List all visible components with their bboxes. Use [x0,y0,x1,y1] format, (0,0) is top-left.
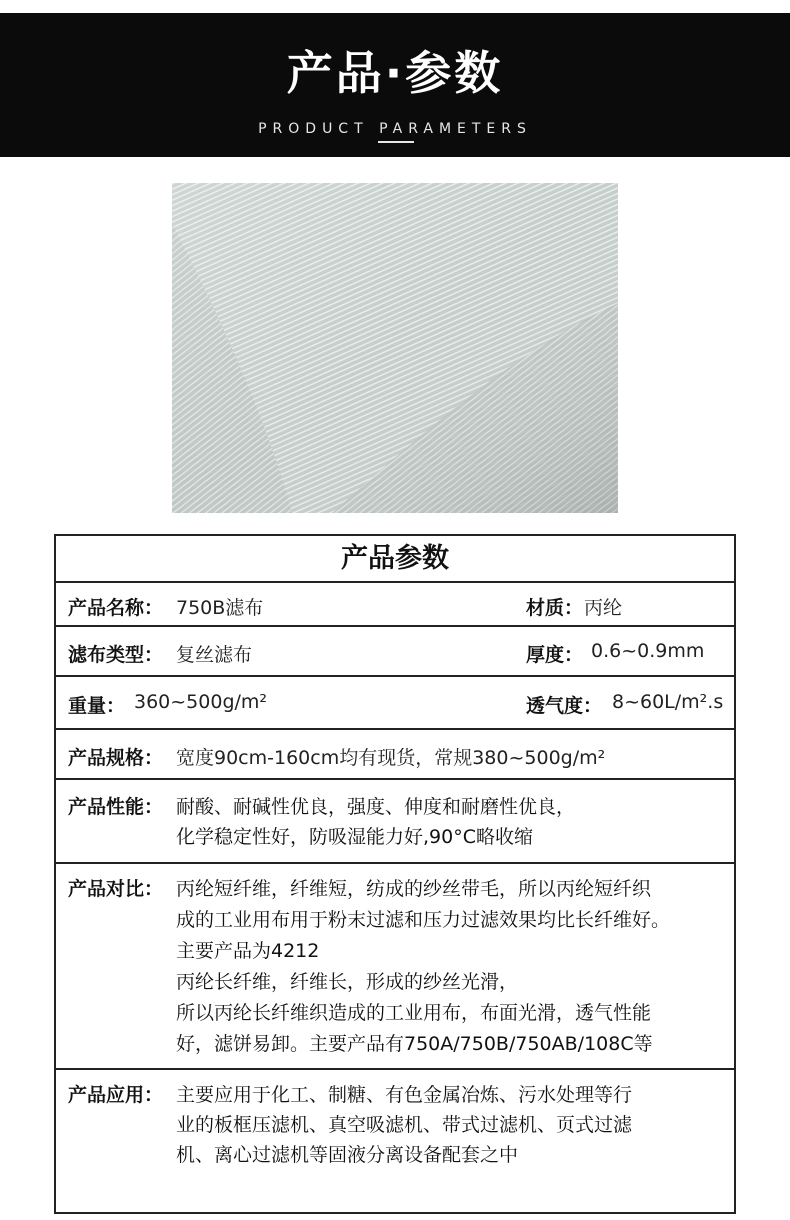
title-underline [378,141,414,143]
performance-line: 化学稳定性好，防吸湿能力好,90°C略收缩 [176,826,533,848]
table-row [56,627,734,677]
application-line: 机、离心过滤机等固液分离设备配套之中 [176,1144,519,1166]
header-banner [0,13,790,157]
material-value: 丙纶 [584,597,623,619]
table-header: 产品参数 [56,536,734,583]
comparison-line: 丙纶短纤维，纤维短，纺成的纱丝带毛，所以丙纶短纤织 [176,878,652,900]
weight-label: 重量： [68,695,126,717]
permeability-label: 透气度： [526,695,603,717]
comparison-label: 产品对比： [68,878,164,900]
page-subtitle: PRODUCT PARAMETERS [258,121,532,137]
name-label: 产品名称： [68,597,164,619]
application-line: 主要应用于化工、制糖、有色金属冶炼、污水处理等行 [176,1084,633,1106]
comparison-line: 好，滤饼易卸。主要产品有750A/750B/750AB/108C等 [176,1033,653,1055]
table-row-application [56,1070,734,1214]
spec-label: 产品规格： [68,747,164,769]
thickness-value: 0.6~0.9mm [591,640,705,662]
table-row-spec [56,730,734,780]
table-row-comparison [56,864,734,1070]
fabric-photo-icon [172,183,618,513]
performance-line: 耐酸、耐碱性优良，强度、伸度和耐磨性优良， [176,796,576,818]
comparison-line: 丙纶长纤维，纤维长，形成的纱丝光滑， [176,971,519,993]
type-label: 滤布类型： [68,644,164,666]
table-row [56,677,734,730]
table-row [56,583,734,627]
permeability-value: 8~60L/m².s [612,691,724,713]
thickness-label: 厚度： [526,644,584,666]
parameter-table [54,534,736,1214]
table-row-performance [56,780,734,864]
comparison-line: 成的工业用布用于粉末过滤和压力过滤效果均比长纤维好。 [176,909,671,931]
type-value: 复丝滤布 [176,644,253,666]
spec-value: 宽度90cm-160cm均有现货，常规380~500g/m² [176,747,606,769]
comparison-line: 所以丙纶长纤维织造成的工业用布，布面光滑，透气性能 [176,1002,652,1024]
name-value: 750B滤布 [176,597,264,619]
application-line: 业的板框压滤机、真空吸滤机、带式过滤机、页式过滤 [176,1114,633,1136]
performance-label: 产品性能： [68,796,164,818]
application-label: 产品应用： [68,1084,164,1106]
material-label: 材质： [526,597,584,619]
page-title: 产品·参数 [286,46,504,100]
weight-value: 360~500g/m² [134,691,268,713]
comparison-line: 主要产品为4212 [176,940,320,962]
